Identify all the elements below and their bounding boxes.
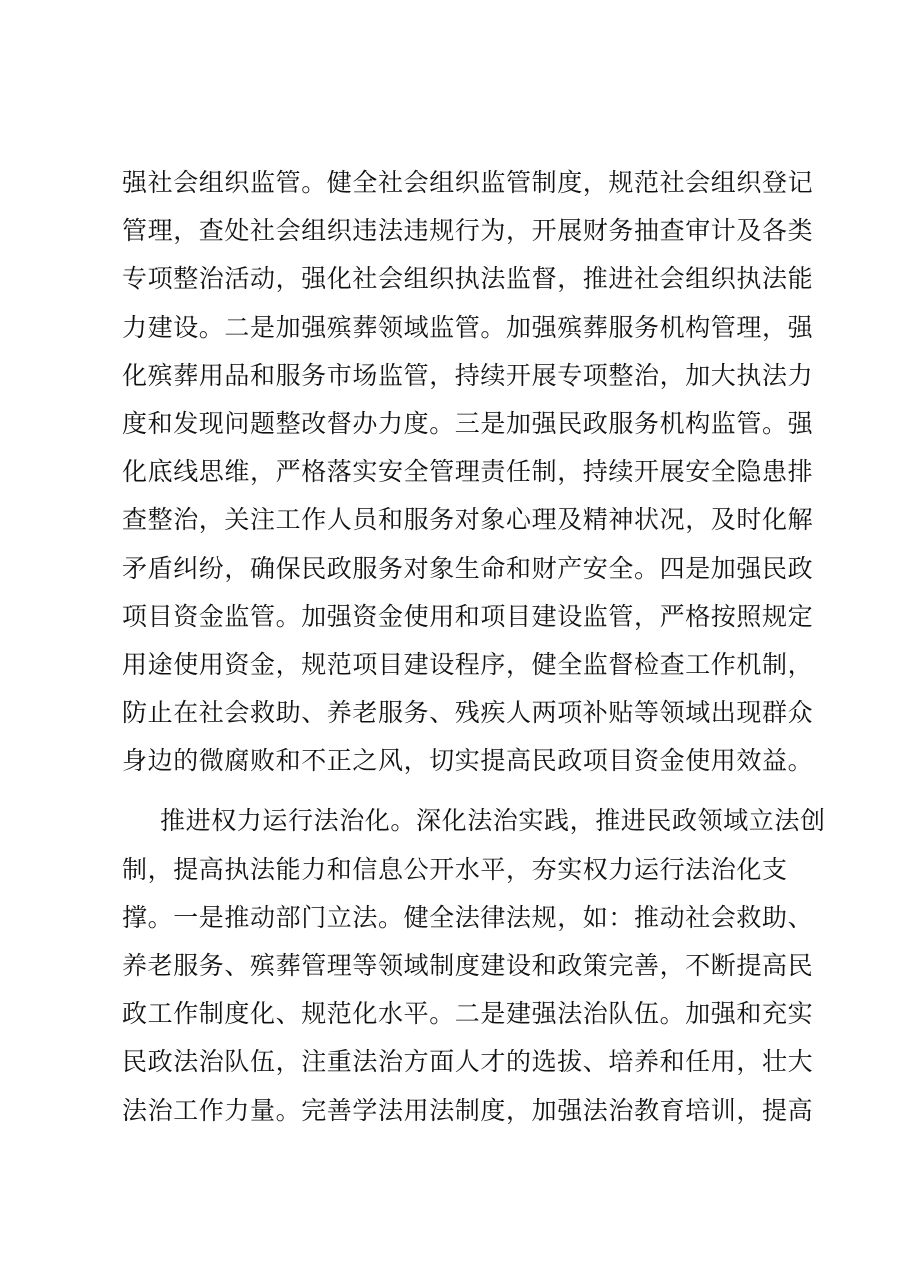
text-line: 矛盾纠纷，确保民政服务对象生命和财产安全。四是加强民政 bbox=[122, 553, 814, 583]
text-line: 查整治，关注工作人员和服务对象心理及精神状况，及时化解 bbox=[122, 505, 814, 535]
body-text bbox=[122, 159, 826, 1135]
text-line: 推进权力运行法治化。深化法治实践，推进民政领域立法创 bbox=[160, 806, 826, 836]
text-line: 撑。一是推动部门立法。健全法律法规，如：推动社会救助、 bbox=[122, 902, 814, 932]
text-line: 养老服务、殡葬管理等领域制度建设和政策完善，不断提高民 bbox=[122, 951, 814, 980]
paragraph-rule-of-law bbox=[122, 797, 826, 1134]
text-line: 化底线思维，严格落实安全管理责任制，持续开展安全隐患排 bbox=[122, 457, 814, 487]
text-line: 身边的微腐败和不正之风，切实提高民政项目资金使用效益。 bbox=[122, 746, 814, 776]
text-line: 项目资金监管。加强资金使用和项目建设监管，严格按照规定 bbox=[122, 601, 814, 631]
text-line: 民政法治队伍，注重法治方面人才的选拔、培养和任用，壮大 bbox=[122, 1047, 814, 1077]
text-line: 防止在社会救助、养老服务、残疾人两项补贴等领域出现群众 bbox=[122, 698, 814, 728]
text-line: 制，提高执法能力和信息公开水平，夯实权力运行法治化支 bbox=[122, 854, 788, 884]
text-line: 用途使用资金，规范项目建设程序，健全监督检查工作机制， bbox=[122, 649, 814, 679]
text-line: 政工作制度化、规范化水平。二是建强法治队伍。加强和充实 bbox=[122, 999, 814, 1029]
text-line: 专项整治活动，强化社会组织执法监督，推进社会组织执法能 bbox=[122, 264, 814, 294]
text-line: 强社会组织监管。健全社会组织监管制度，规范社会组织登记 bbox=[122, 168, 814, 197]
text-line: 管理，查处社会组织违法违规行为，开展财务抽查审计及各类 bbox=[122, 216, 814, 246]
paragraph-supervision bbox=[122, 159, 814, 785]
text-line: 化殡葬用品和服务市场监管，持续开展专项整治，加大执法力 bbox=[122, 360, 814, 390]
paragraph-spacer bbox=[122, 785, 802, 797]
text-line: 力建设。二是加强殡葬领域监管。加强殡葬服务机构管理，强 bbox=[122, 312, 814, 342]
text-line: 法治工作力量。完善学法用法制度，加强法治教育培训，提高 bbox=[122, 1095, 814, 1125]
text-line: 度和发现问题整改督办力度。三是加强民政服务机构监管。强 bbox=[122, 408, 814, 438]
